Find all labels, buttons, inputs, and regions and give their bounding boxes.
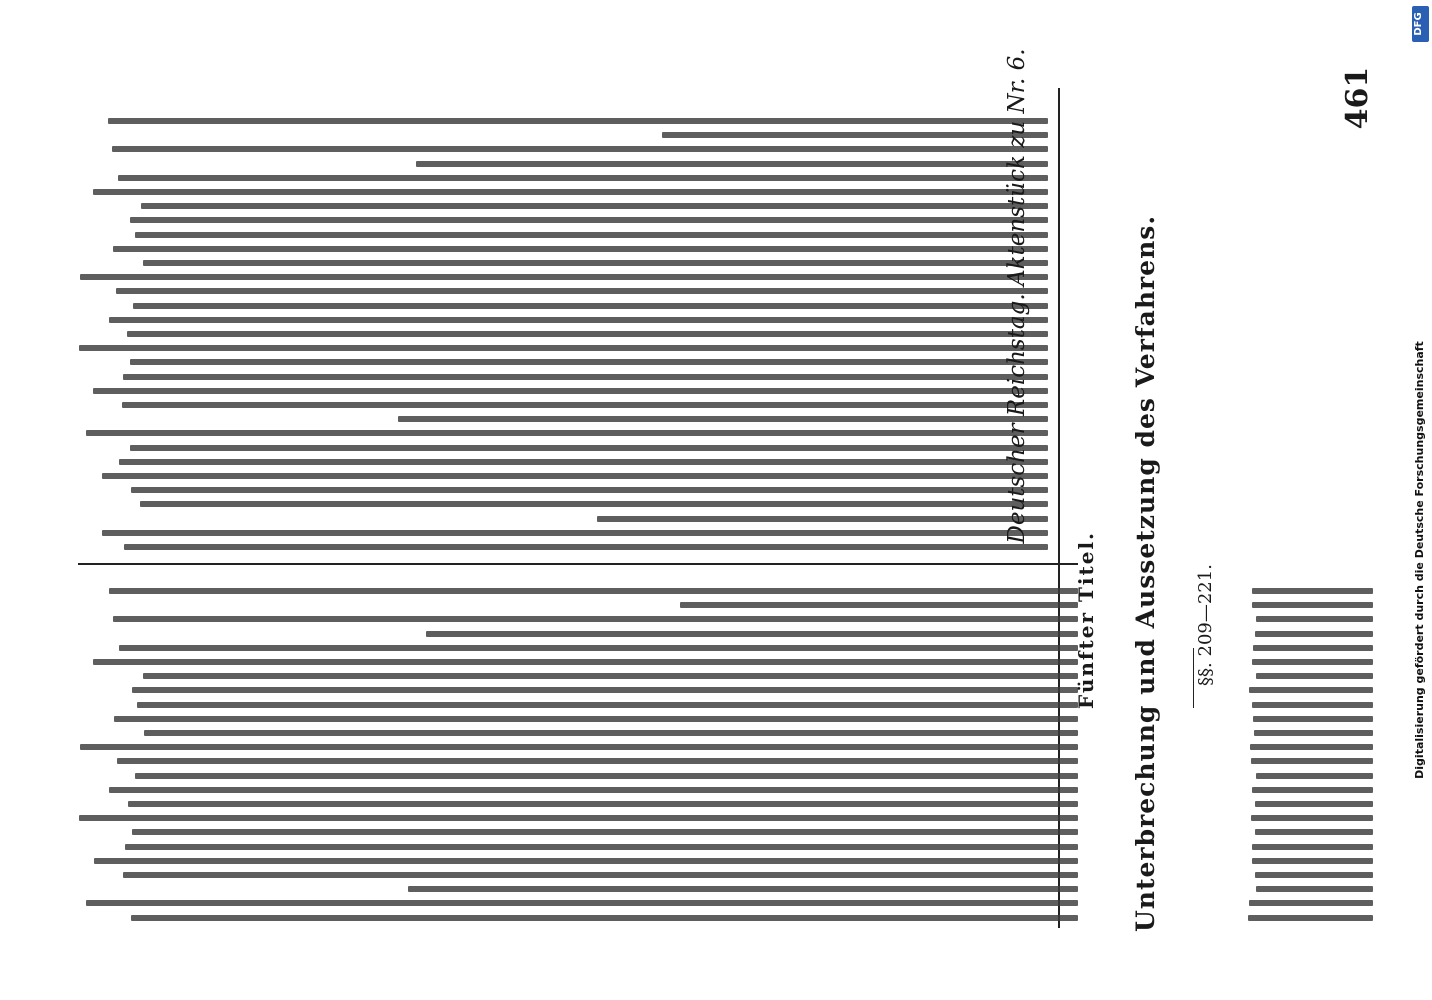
column-left-text	[78, 118, 1048, 548]
column-divider	[78, 563, 1078, 565]
text-line	[1252, 787, 1373, 793]
text-line	[80, 744, 1078, 750]
text-line	[1255, 872, 1373, 878]
text-line	[109, 317, 1048, 323]
text-line	[93, 659, 1078, 665]
text-line	[1254, 730, 1373, 736]
text-line	[408, 886, 1078, 892]
text-line	[1253, 645, 1373, 651]
text-line	[109, 787, 1078, 793]
text-line	[597, 516, 1048, 522]
text-line	[93, 189, 1048, 195]
text-line	[124, 544, 1048, 550]
section-rule	[1193, 648, 1194, 708]
text-line	[79, 345, 1048, 351]
text-line	[1256, 616, 1373, 622]
text-line	[102, 530, 1048, 536]
text-line	[123, 872, 1078, 878]
text-line	[140, 501, 1048, 507]
text-line	[1253, 716, 1373, 722]
column-right-top-text	[78, 588, 1078, 918]
text-line	[426, 631, 1078, 637]
text-line	[131, 487, 1048, 493]
text-line	[1249, 687, 1373, 693]
section-title: Unterbrechung und Aussetzung des Verfahrens.	[1131, 214, 1160, 932]
text-line	[1256, 773, 1373, 779]
text-line	[135, 232, 1048, 238]
text-line	[1255, 631, 1373, 637]
text-line	[132, 829, 1078, 835]
text-line	[118, 175, 1048, 181]
text-line	[123, 374, 1048, 380]
text-line	[141, 203, 1048, 209]
text-line	[137, 702, 1078, 708]
text-line	[144, 730, 1078, 736]
text-line	[112, 146, 1048, 152]
text-line	[143, 260, 1048, 266]
text-line	[86, 430, 1048, 436]
text-line	[1252, 602, 1373, 608]
text-line	[1255, 829, 1373, 835]
text-line	[113, 616, 1078, 622]
text-line	[1249, 900, 1373, 906]
text-line	[132, 687, 1078, 693]
text-line	[135, 773, 1078, 779]
text-line	[125, 844, 1078, 850]
text-line	[1252, 588, 1373, 594]
text-line	[93, 388, 1048, 394]
text-line	[122, 402, 1048, 408]
text-line	[1252, 659, 1373, 665]
text-line	[1252, 702, 1373, 708]
text-line	[102, 473, 1048, 479]
text-line	[1248, 915, 1373, 921]
text-line	[1251, 815, 1373, 821]
column-right-bottom-text	[1248, 588, 1373, 918]
scanned-page	[18, 48, 1388, 960]
text-line	[1251, 758, 1373, 764]
text-line	[1256, 886, 1373, 892]
text-line	[1252, 858, 1373, 864]
text-line	[143, 673, 1078, 679]
text-line	[1255, 801, 1373, 807]
section-heading: Fünfter Titel.	[1074, 531, 1098, 709]
section-range: §§. 209—221.	[1195, 564, 1216, 686]
text-line	[1256, 673, 1373, 679]
dfg-logo-label: DFG	[1413, 12, 1424, 36]
text-line	[130, 445, 1048, 451]
text-line	[119, 645, 1078, 651]
text-line	[117, 758, 1078, 764]
text-line	[119, 459, 1048, 465]
text-line	[130, 217, 1048, 223]
text-line	[80, 274, 1048, 280]
text-line	[86, 900, 1078, 906]
text-line	[108, 118, 1048, 124]
text-line	[131, 915, 1078, 921]
text-line	[133, 303, 1048, 309]
text-line	[79, 815, 1078, 821]
text-line	[662, 132, 1048, 138]
text-line	[127, 331, 1048, 337]
text-line	[94, 858, 1078, 864]
running-header: Deutscher Reichstag. Aktenstück zu Nr. 6.	[1004, 48, 1030, 544]
text-line	[1250, 744, 1373, 750]
page-number: 461	[1340, 66, 1375, 130]
text-line	[116, 288, 1048, 294]
text-line	[113, 246, 1048, 252]
digitization-credit-text: Digitalisierung gefördert durch die Deutsche Forschungsgemeinschaft	[1413, 341, 1426, 779]
text-line	[109, 588, 1078, 594]
text-line	[128, 801, 1078, 807]
text-line	[398, 416, 1048, 422]
text-line	[130, 359, 1048, 365]
text-line	[114, 716, 1078, 722]
text-line	[416, 161, 1048, 167]
text-line	[1252, 844, 1373, 850]
